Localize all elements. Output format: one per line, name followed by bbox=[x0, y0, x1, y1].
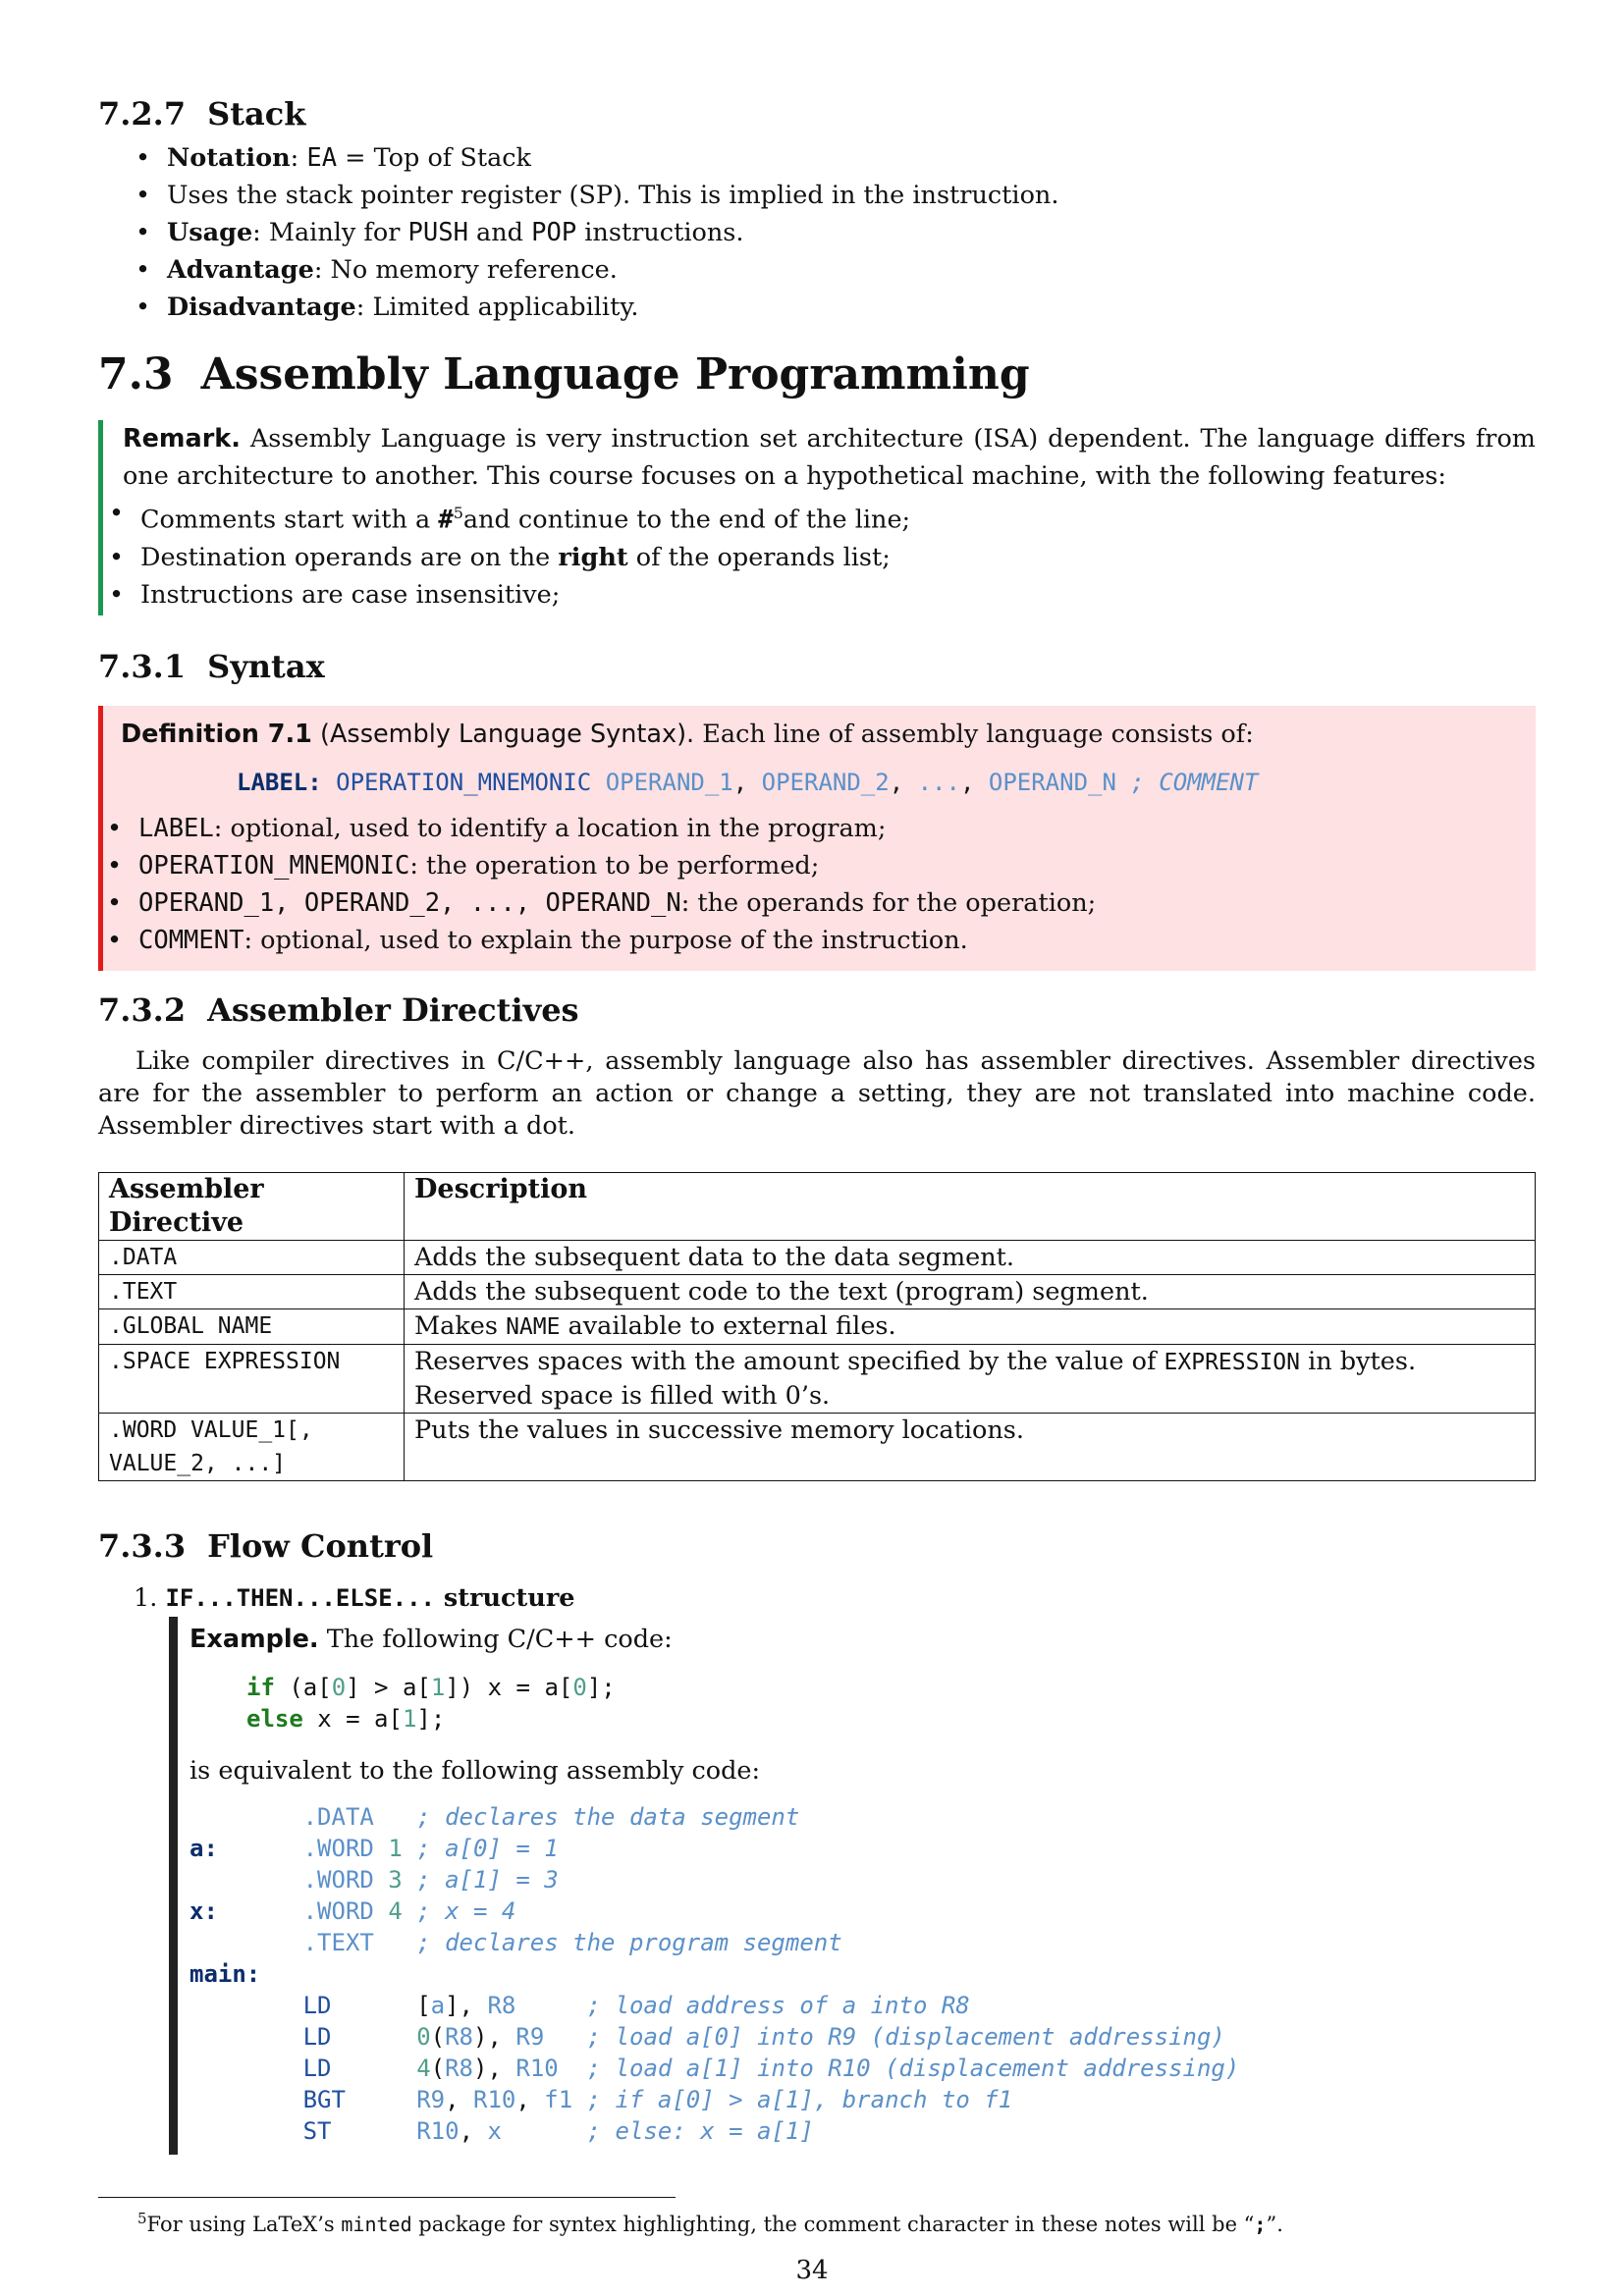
flow-item-heading: 1. IF...THEN...ELSE... structure bbox=[134, 1582, 575, 1613]
definition-box bbox=[98, 706, 1536, 971]
remark-text: Remark. Assembly Language is very instruction set architecture (ISA) dependent. The language differs from one architecture to another. This course focuses on a hypothetical machine, with the following features: bbox=[123, 424, 1536, 491]
list-item: • Disadvantage: Limited applicability. bbox=[98, 289, 1536, 326]
table-header: Assembler Directive bbox=[99, 1172, 405, 1240]
table-cell: .WORD VALUE_1[, VALUE_2, ...] bbox=[99, 1413, 405, 1480]
list-item: • Usage: Mainly for PUSH and POP instructions. bbox=[98, 214, 1536, 251]
list-item: • Instructions are case insensitive; bbox=[72, 576, 1536, 614]
footnote-rule bbox=[98, 2197, 676, 2198]
table-row bbox=[99, 1413, 1536, 1480]
table-cell: .TEXT bbox=[99, 1274, 405, 1308]
subsection-heading-syntax: 7.3.1 Syntax bbox=[98, 647, 325, 685]
syntax-list bbox=[70, 810, 1518, 959]
table-cell: Adds the subsequent data to the data segment. bbox=[405, 1240, 1536, 1274]
section-heading: 7.3 Assembly Language Programming bbox=[98, 349, 1030, 400]
directives-table bbox=[98, 1172, 1536, 1481]
table-cell: Makes NAME available to external files. bbox=[405, 1308, 1536, 1344]
table-header: Description bbox=[405, 1172, 1536, 1240]
stack-list bbox=[98, 139, 1536, 326]
list-item: • COMMENT: optional, used to explain the purpose of the instruction. bbox=[70, 922, 1518, 959]
list-item: • Uses the stack pointer register (SP). This is implied in the instruction. bbox=[98, 177, 1536, 214]
list-item: • Notation: EA = Top of Stack bbox=[98, 139, 1536, 177]
page-content bbox=[98, 94, 1536, 2155]
definition-header: Definition 7.1 (Assembly Language Syntax). Each line of assembly language consists of: bbox=[121, 719, 1254, 749]
table-cell: Reserves spaces with the amount specified by the value of EXPRESSION in bytes. Reserved space is filled with 0’s. bbox=[405, 1344, 1536, 1413]
subsection-heading-flow: 7.3.3 Flow Control bbox=[98, 1526, 434, 1565]
table-row bbox=[99, 1344, 1536, 1413]
table-row bbox=[99, 1308, 1536, 1344]
list-item: • Advantage: No memory reference. bbox=[98, 251, 1536, 289]
equivalence-text: is equivalent to the following assembly code: bbox=[189, 1755, 761, 1786]
remark-list bbox=[72, 495, 1536, 614]
list-item: • OPERATION_MNEMONIC: the operation to be performed; bbox=[70, 847, 1518, 884]
c-code-block: if (a[0] > a[1]) x = a[0]; else x = a[1]; bbox=[246, 1673, 616, 1733]
table-cell: Puts the values in successive memory locations. bbox=[405, 1413, 1536, 1480]
subsection-heading-directives: 7.3.2 Assembler Directives bbox=[98, 990, 579, 1029]
table-header-row bbox=[99, 1172, 1536, 1240]
table-row bbox=[99, 1274, 1536, 1308]
example-header: Example. The following C/C++ code: bbox=[189, 1624, 673, 1654]
footnote: $^5$For using LaTeX’s minted package for syntex highlighting, the comment character in these notes will be “;”. bbox=[137, 2210, 1283, 2236]
table-row bbox=[99, 1240, 1536, 1274]
remark-box bbox=[98, 420, 1536, 615]
list-item: • LABEL: optional, used to identify a location in the program; bbox=[70, 810, 1518, 847]
table-cell: .GLOBAL NAME bbox=[99, 1308, 405, 1344]
table-cell: .SPACE EXPRESSION bbox=[99, 1344, 405, 1413]
directives-paragraph: Like compiler directives in C/C++, assembly language also has assembler directives. Assembler directives are for the assembler to perform an action or change a setting, they are not translated into machine code. Assembler directives start with a dot. bbox=[98, 1045, 1536, 1141]
table-cell: .DATA bbox=[99, 1240, 405, 1274]
list-item: • OPERAND_1, OPERAND_2, ..., OPERAND_N: the operands for the operation; bbox=[70, 884, 1518, 922]
page-number: 34 bbox=[795, 2256, 829, 2285]
example-box bbox=[169, 1617, 1536, 2155]
subsection-heading-stack: 7.2.7 Stack bbox=[98, 95, 306, 133]
table-cell: Adds the subsequent code to the text (program) segment. bbox=[405, 1274, 1536, 1308]
list-item: • Comments start with a #$^5$and continue to the end of the line; bbox=[72, 495, 1536, 539]
list-item: • Destination operands are on the right of the operands list; bbox=[72, 539, 1536, 576]
syntax-code: LABEL: OPERATION_MNEMONIC OPERAND_1, OPERAND_2, ..., OPERAND_N ; COMMENT bbox=[237, 768, 1259, 796]
assembly-code-block: .DATA ; declares the data segment a: .WORD 1 ; a[0] = 1 .WORD 3 ; a[1] = 3 x: .WORD 4 ; x = 4 .TEXT ; declares the program segment main: LD [a], R8 ; load address of a into R8 LD 0(R8), R9 ; load a[0] into R9 (displacement addressing) LD 4(R8), R10 ; load a[1] into R10 (displacement addressing) BGT R9, R10, f1 ; if a[0] > a[1], branch to f1 ST R10, x ; else: x = a[1] bbox=[189, 1802, 1240, 2145]
